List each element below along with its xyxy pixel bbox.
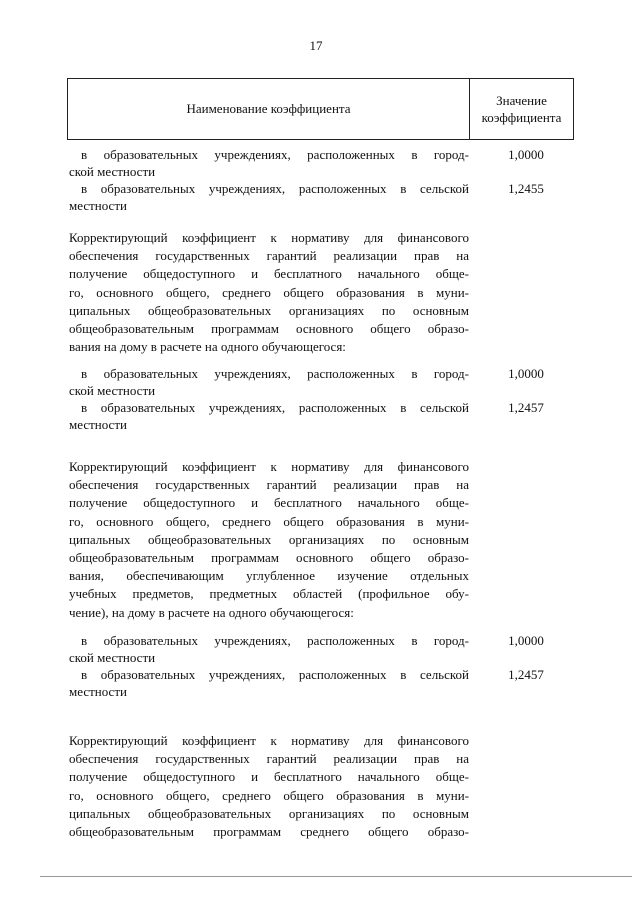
column-header-value: Значение коэффициента: [481, 93, 562, 125]
table-row: [0, 365, 632, 399]
section-1: [0, 146, 632, 214]
section-3-rows: [0, 632, 632, 700]
row-value: 1,0000: [508, 147, 544, 162]
row-value: 1,2457: [508, 400, 544, 415]
table-row: [0, 146, 632, 180]
row-label: в образовательных учреждениях, расположенных в город- ской местности: [69, 147, 469, 179]
section-2-rows: [0, 365, 632, 433]
table-header: [67, 78, 574, 140]
section-2-paragraph: Корректирующий коэффициент к нормативу для финансового обеспечения государственных гарантий реализации прав на получение общедоступного и бесплатного начального обще- го, основного общего, среднего общего образования в муни- ципальных общеобразовательных организациях по основным общеобразовательным программам основного общего образо- вания на дому в расчете на одного обучающегося:: [69, 230, 469, 355]
row-value: 1,0000: [508, 633, 544, 648]
table-row: [0, 666, 632, 700]
row-label: в образовательных учреждениях, расположенных в сельской местности: [69, 400, 469, 432]
row-value: 1,2457: [508, 667, 544, 682]
row-value: 1,2455: [508, 181, 544, 196]
page-number: 17: [309, 38, 323, 53]
table-row: [0, 399, 632, 433]
section-3-paragraph: Корректирующий коэффициент к нормативу для финансового обеспечения государственных гарантий реализации прав на получение общедоступного и бесплатного начального обще- го, основного общего, среднего общего образования в муни- ципальных общеобразовательных организациях по основным общеобразовательным программам основного общего образо- вания, обеспечивающим углубленное изучение отдельных учебных предметов, предметных областей (профильное обу- чение), на дому в расчете на одного обучающегося:: [69, 459, 469, 620]
table-row: [0, 180, 632, 214]
row-label: в образовательных учреждениях, расположенных в город- ской местности: [69, 633, 469, 665]
row-label: в образовательных учреждениях, расположенных в сельской местности: [69, 667, 469, 699]
section-4-paragraph: Корректирующий коэффициент к нормативу для финансового обеспечения государственных гарантий реализации прав на получение общедоступного и бесплатного начального обще- го, основного общего, среднего общего образования в муни- ципальных общеобразовательных организациях по основным общеобразовательным программам среднего общего образо-: [69, 733, 469, 840]
row-label: в образовательных учреждениях, расположенных в сельской местности: [69, 181, 469, 213]
table-row: [0, 632, 632, 666]
page-bottom-rule: [40, 876, 632, 877]
row-value: 1,0000: [508, 366, 544, 381]
column-header-name: Наименование коэффициента: [68, 79, 470, 139]
row-label: в образовательных учреждениях, расположенных в город- ской местности: [69, 366, 469, 398]
